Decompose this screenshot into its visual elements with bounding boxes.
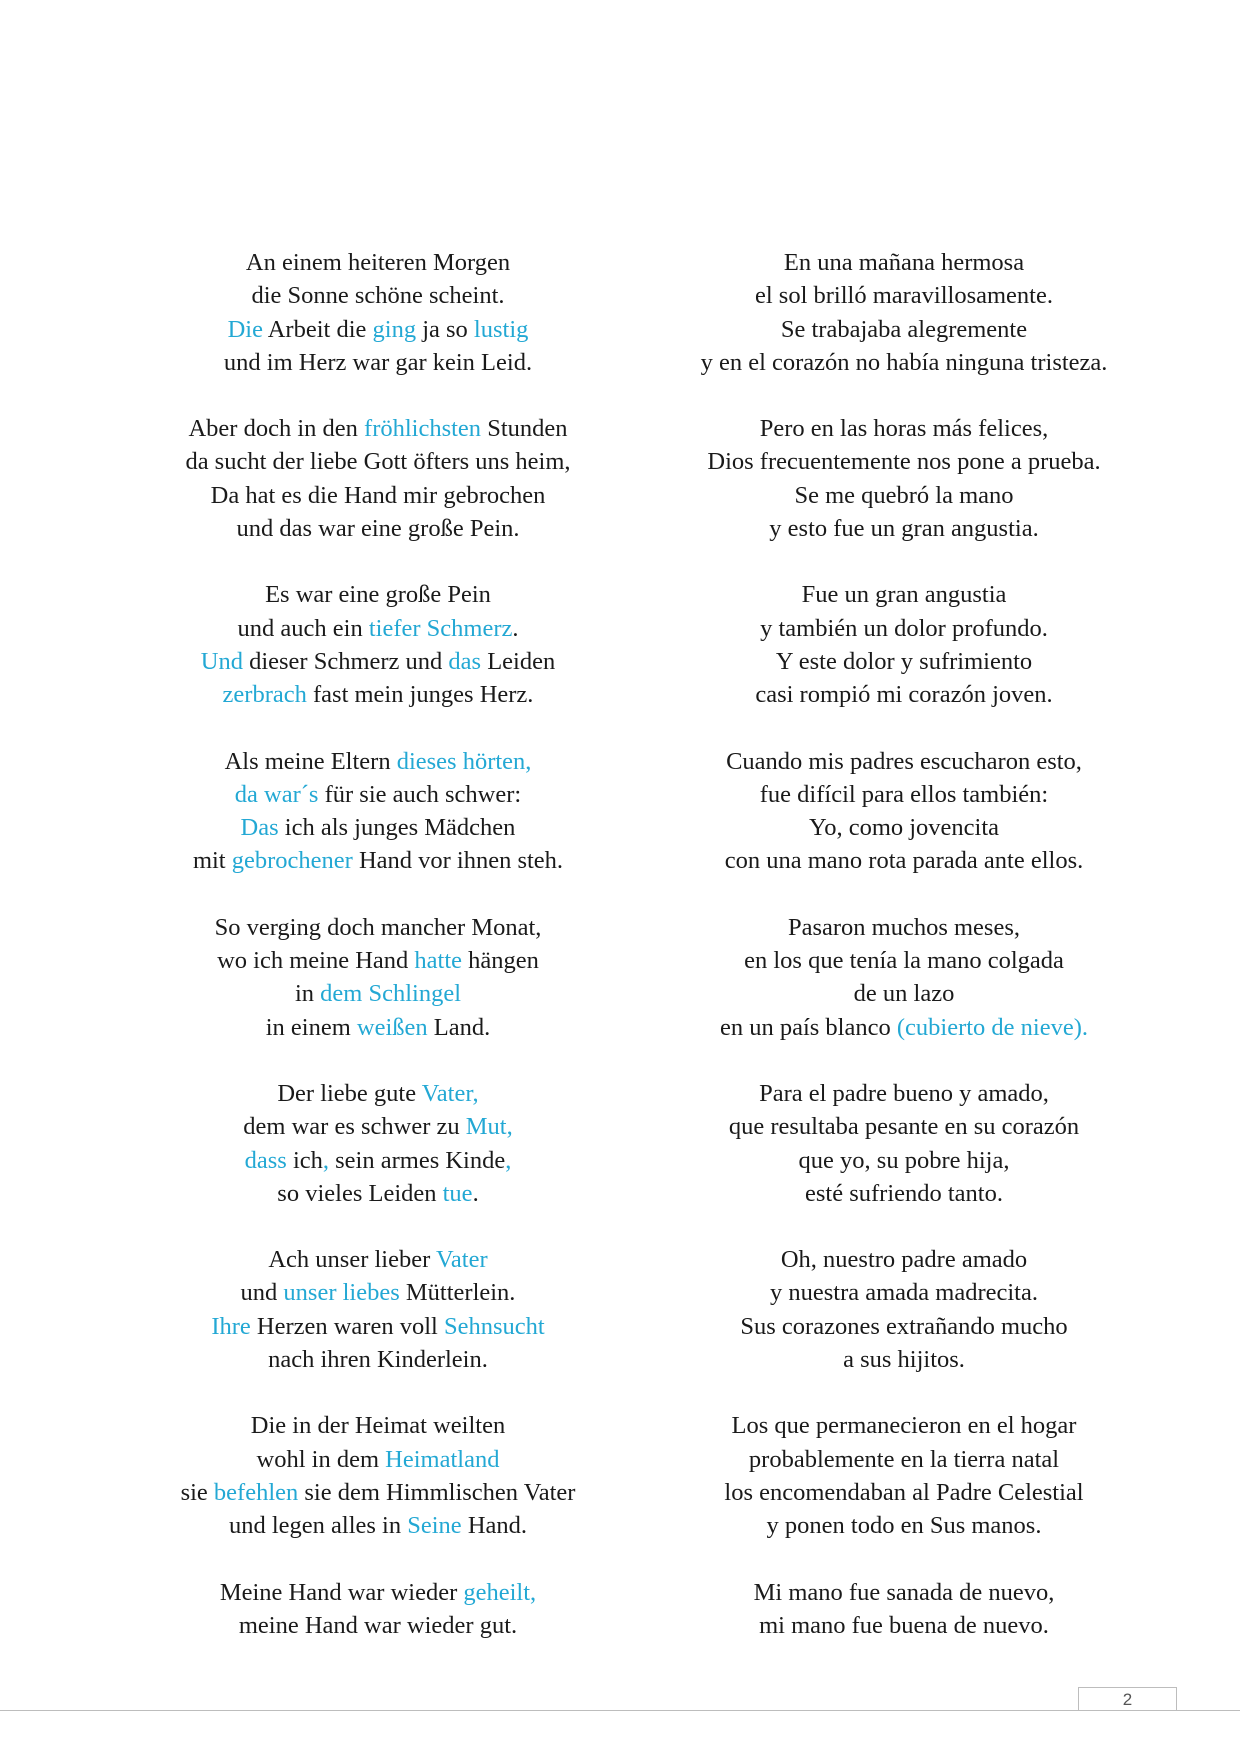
verse-text: Mütterlein. <box>399 1279 516 1307</box>
verse-text: y en el corazón no había ninguna tristeza. <box>700 348 1108 376</box>
highlighted-text: tue <box>442 1179 473 1207</box>
verse-text: a sus hijitos. <box>843 1346 965 1374</box>
verse-text: en los que tenía la mano colgada <box>744 947 1064 975</box>
verse-line <box>160 1409 596 1442</box>
verse-text: für sie auch schwer: <box>318 780 522 808</box>
verse-line <box>160 412 596 445</box>
verse-text: Los que permanecieron en el hogar <box>731 1412 1077 1440</box>
highlighted-text: dass <box>244 1146 287 1174</box>
verse-text: los encomendaban al Padre Celestial <box>724 1478 1084 1506</box>
verse-text: die Sonne schöne scheint. <box>251 282 505 310</box>
german-poem-column <box>160 246 596 1675</box>
highlighted-text: hatte <box>414 947 463 975</box>
highlighted-text: , <box>505 1146 512 1174</box>
stanza <box>160 412 596 545</box>
verse-text: casi rompió mi corazón joven. <box>755 681 1053 709</box>
verse-text: fast mein junges Herz. <box>306 681 534 709</box>
verse-text: und legen alles in <box>228 1512 408 1540</box>
verse-line <box>160 1310 596 1343</box>
verse-line <box>160 1476 596 1509</box>
verse-text: nach ihren Kinderlein. <box>268 1346 488 1374</box>
verse-text: y nuestra amada madrecita. <box>769 1279 1038 1307</box>
verse-line <box>160 1576 596 1609</box>
verse-line <box>672 1011 1136 1044</box>
highlighted-text: fröhlichsten <box>364 415 482 443</box>
verse-line <box>672 1243 1136 1276</box>
highlighted-text: Vater <box>435 1246 488 1274</box>
verse-text: wohl in dem <box>256 1445 386 1473</box>
verse-text: Yo, como jovencita <box>808 814 1000 842</box>
verse-line <box>160 1343 596 1376</box>
highlighted-text: Vater, <box>421 1079 479 1107</box>
highlighted-text: weißen <box>356 1013 428 1041</box>
verse-line <box>160 1609 596 1642</box>
verse-text: sein armes Kinde <box>329 1146 506 1174</box>
verse-line <box>160 1276 596 1309</box>
verse-line <box>160 944 596 977</box>
highlighted-text: Das <box>240 814 279 842</box>
page-number: 2 <box>1122 1690 1133 1709</box>
verse-text: y ponen todo en Sus manos. <box>766 1512 1042 1540</box>
verse-line <box>672 1476 1136 1509</box>
verse-line <box>160 1177 596 1210</box>
highlighted-text: geheilt, <box>463 1578 537 1606</box>
verse-text: Die in der Heimat weilten <box>250 1412 506 1440</box>
highlighted-text: befehlen <box>213 1478 299 1506</box>
stanza <box>672 412 1136 545</box>
verse-text: . <box>512 614 519 642</box>
verse-line <box>672 246 1136 279</box>
verse-line <box>672 346 1136 379</box>
stanza <box>672 745 1136 878</box>
verse-line <box>672 1110 1136 1143</box>
verse-text: Leiden <box>481 647 556 675</box>
verse-text: und im Herz war gar kein Leid. <box>223 348 533 376</box>
verse-text: Oh, nuestro padre amado <box>780 1246 1028 1274</box>
stanza <box>160 578 596 711</box>
verse-text: Stunden <box>481 415 568 443</box>
highlighted-text: (cubierto de nieve). <box>896 1013 1089 1041</box>
verse-text: Fue un gran angustia <box>801 581 1007 609</box>
verse-text: Dios frecuentemente nos pone a prueba. <box>707 448 1101 476</box>
verse-text: ja so <box>416 315 474 343</box>
verse-text: y esto fue un gran angustia. <box>769 515 1039 543</box>
verse-line <box>672 1343 1136 1376</box>
verse-text: Als meine Eltern <box>224 747 397 775</box>
verse-text: con una mano rota parada ante ellos. <box>724 847 1084 875</box>
verse-text: que resultaba pesante en su corazón <box>728 1113 1080 1141</box>
verse-line <box>160 346 596 379</box>
verse-text: Para el padre bueno y amado, <box>759 1079 1049 1107</box>
verse-line <box>160 678 596 711</box>
verse-line <box>672 1509 1136 1542</box>
stanza <box>160 1409 596 1542</box>
verse-line <box>672 1177 1136 1210</box>
verse-text: ich als junges Mädchen <box>278 814 516 842</box>
verse-line <box>672 1409 1136 1442</box>
highlighted-text: Die <box>227 315 263 343</box>
verse-line <box>672 745 1136 778</box>
verse-line <box>160 745 596 778</box>
spanish-poem-column <box>672 246 1136 1675</box>
verse-text: Pasaron muchos meses, <box>787 913 1021 941</box>
verse-text: Hand. <box>461 1512 528 1540</box>
highlighted-text: ging <box>372 315 417 343</box>
verse-line <box>672 612 1136 645</box>
verse-line <box>672 1276 1136 1309</box>
stanza <box>160 1576 596 1643</box>
verse-line <box>672 1576 1136 1609</box>
verse-line <box>672 645 1136 678</box>
verse-line <box>672 811 1136 844</box>
verse-text: Mi mano fue sanada de nuevo, <box>753 1578 1055 1606</box>
verse-text: que yo, su pobre hija, <box>798 1146 1010 1174</box>
highlighted-text: Mut, <box>465 1113 513 1141</box>
highlighted-text: zerbrach <box>222 681 307 709</box>
highlighted-text: Sehnsucht <box>443 1312 545 1340</box>
stanza <box>160 246 596 379</box>
verse-text: und das war eine große Pein. <box>236 515 520 543</box>
verse-text: sie <box>180 1478 214 1506</box>
footer-rule <box>0 1710 1240 1711</box>
highlighted-text: unser liebes <box>283 1279 400 1307</box>
highlighted-text: tiefer Schmerz <box>368 614 513 642</box>
verse-line <box>160 844 596 877</box>
verse-text: und <box>240 1279 284 1307</box>
verse-line <box>672 1310 1136 1343</box>
verse-line <box>160 1144 596 1177</box>
highlighted-text: das <box>448 647 482 675</box>
verse-text: En una mañana hermosa <box>783 249 1025 276</box>
verse-line <box>672 1609 1136 1642</box>
verse-line <box>160 246 596 279</box>
verse-line <box>160 1243 596 1276</box>
verse-text: hängen <box>462 947 539 975</box>
verse-text: probablemente en la tierra natal <box>748 1445 1060 1473</box>
verse-line <box>160 512 596 545</box>
verse-text: und auch ein <box>237 614 369 642</box>
highlighted-text: Ihre <box>211 1312 251 1340</box>
stanza <box>672 246 1136 379</box>
highlighted-text: Seine <box>407 1512 462 1540</box>
verse-text: . <box>472 1179 479 1207</box>
verse-text: Der liebe gute <box>277 1079 422 1107</box>
stanza <box>672 1243 1136 1376</box>
verse-text: So verging doch mancher Monat, <box>214 913 542 941</box>
verse-line <box>672 1443 1136 1476</box>
verse-text: Es war eine große Pein <box>265 581 491 609</box>
verse-line <box>160 313 596 346</box>
highlighted-text: Und <box>200 647 243 675</box>
verse-text: Land. <box>427 1013 491 1041</box>
verse-text: Arbeit die <box>262 315 373 343</box>
verse-text: dieser Schmerz und <box>242 647 449 675</box>
verse-line <box>160 479 596 512</box>
verse-line <box>160 778 596 811</box>
verse-line <box>672 844 1136 877</box>
verse-line <box>672 313 1136 346</box>
verse-line <box>160 1011 596 1044</box>
highlighted-text: dem Schlingel <box>320 980 462 1008</box>
verse-text: da sucht der liebe Gott öfters uns heim, <box>185 448 571 476</box>
verse-line <box>672 279 1136 312</box>
verse-line <box>160 445 596 478</box>
verse-text: en un país blanco <box>719 1013 897 1041</box>
verse-text: Herzen waren voll <box>250 1312 444 1340</box>
verse-line <box>160 1443 596 1476</box>
verse-line <box>672 479 1136 512</box>
verse-text: Hand vor ihnen steh. <box>352 847 564 875</box>
verse-line <box>160 1077 596 1110</box>
verse-line <box>672 1144 1136 1177</box>
highlighted-text: , <box>322 1146 330 1174</box>
verse-line <box>672 678 1136 711</box>
highlighted-text: da war´s <box>234 780 319 808</box>
stanza <box>160 911 596 1044</box>
verse-line <box>160 612 596 645</box>
verse-text: esté sufriendo tanto. <box>805 1179 1003 1207</box>
verse-text: Meine Hand war wieder <box>219 1578 464 1606</box>
verse-line <box>672 1077 1136 1110</box>
verse-text: fue difícil para ellos también: <box>759 780 1049 808</box>
highlighted-text: gebrochener <box>231 847 353 875</box>
verse-text: Se me quebró la mano <box>794 481 1014 509</box>
verse-line <box>160 911 596 944</box>
verse-text: Da hat es die Hand mir gebrochen <box>210 481 546 509</box>
verse-text: meine Hand war wieder gut. <box>238 1611 518 1639</box>
verse-text: mit <box>192 847 232 875</box>
verse-text: mi mano fue buena de nuevo. <box>759 1611 1049 1639</box>
verse-line <box>160 645 596 678</box>
stanza <box>672 578 1136 711</box>
verse-text: sie dem Himmlischen Vater <box>298 1478 576 1506</box>
verse-line <box>160 811 596 844</box>
verse-text: wo ich meine Hand <box>217 947 415 975</box>
verse-line <box>672 512 1136 545</box>
verse-text: Aber doch in den <box>188 415 365 443</box>
verse-line <box>160 279 596 312</box>
verse-text: Sus corazones extrañando mucho <box>740 1312 1068 1340</box>
verse-text: el sol brilló maravillosamente. <box>754 282 1053 310</box>
verse-line <box>672 911 1136 944</box>
verse-text: in einem <box>265 1013 357 1041</box>
stanza <box>160 1077 596 1210</box>
verse-text: dem war es schwer zu <box>243 1113 466 1141</box>
verse-text: Y este dolor y sufrimiento <box>775 647 1033 675</box>
verse-text: Ach unser lieber <box>268 1246 436 1274</box>
verse-line <box>672 412 1136 445</box>
verse-line <box>160 977 596 1010</box>
highlighted-text: dieses hörten, <box>396 747 532 775</box>
verse-line <box>672 445 1136 478</box>
verse-line <box>160 578 596 611</box>
verse-text: ich <box>286 1146 323 1174</box>
verse-line <box>672 977 1136 1010</box>
verse-line <box>672 578 1136 611</box>
stanza <box>160 1243 596 1376</box>
verse-text: de un lazo <box>853 980 955 1008</box>
verse-line <box>160 1110 596 1143</box>
stanza <box>672 911 1136 1044</box>
stanza <box>160 745 596 878</box>
verse-text: An einem heiteren Morgen <box>245 249 511 276</box>
verse-line <box>672 944 1136 977</box>
stanza <box>672 1077 1136 1210</box>
verse-text: y también un dolor profundo. <box>760 614 1048 642</box>
verse-line <box>672 778 1136 811</box>
verse-line <box>160 1509 596 1542</box>
stanza <box>672 1576 1136 1643</box>
highlighted-text: Heimatland <box>385 1445 500 1473</box>
verse-text: Pero en las horas más felices, <box>759 415 1049 443</box>
stanza <box>672 1409 1136 1542</box>
highlighted-text: lustig <box>473 315 529 343</box>
verse-text: Se trabajaba alegremente <box>780 315 1028 343</box>
verse-text: so vieles Leiden <box>277 1179 443 1207</box>
verse-text: in <box>294 980 321 1008</box>
verse-text: Cuando mis padres escucharon esto, <box>726 747 1082 775</box>
